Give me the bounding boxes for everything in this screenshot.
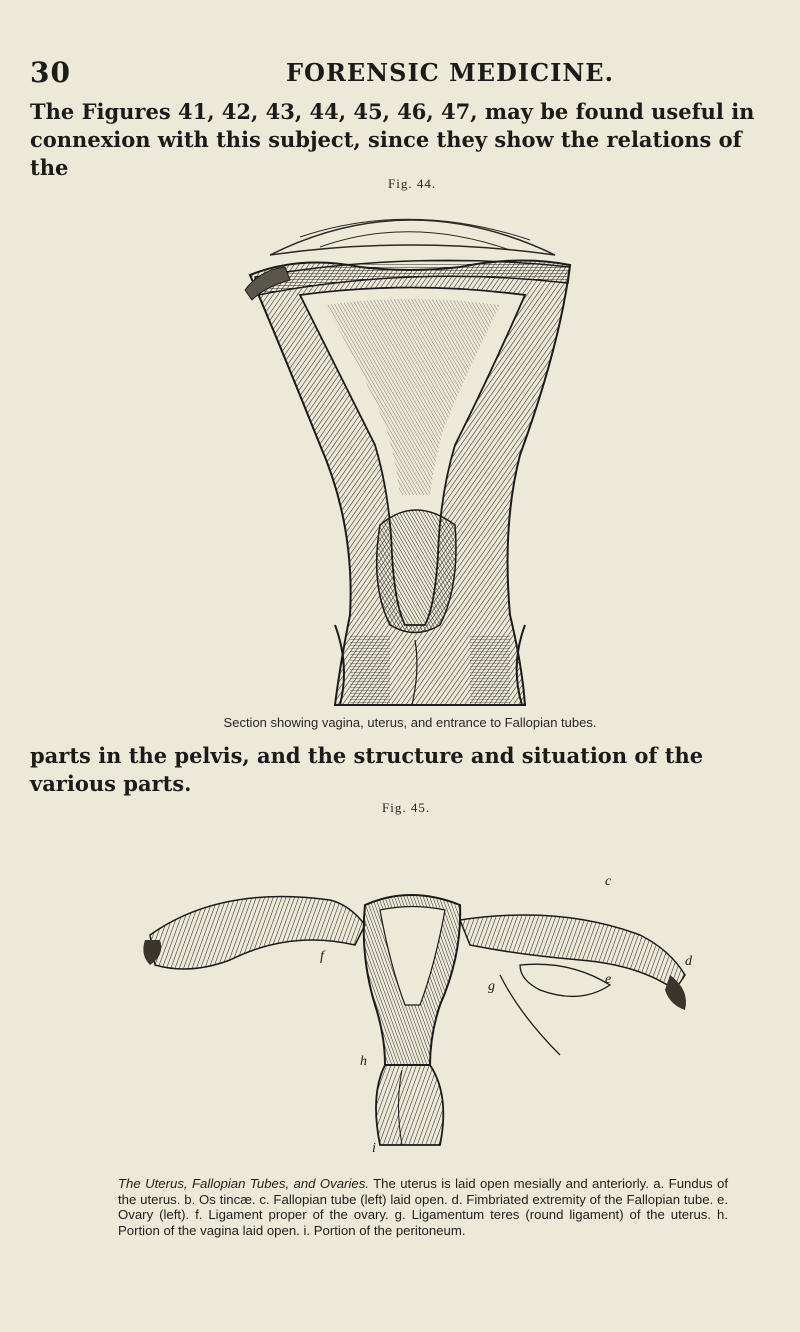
figure-44-caption: Section showing vagina, uterus, and entrance to Fallopian tubes.: [223, 715, 597, 730]
figure-45-letter-e: e: [605, 972, 612, 987]
figure-45-letter-d: d: [685, 954, 692, 969]
figure-45-caption-text: The uterus is laid open mesially and anteriorly. a. Fundus of the uterus. b. Os tincæ. c. Fallopian tube (left) laid open. d. Fimbriated extremity of the Fallopian tube. e. Ovary (left). f. Ligament proper of the ovary. g. Ligamentum teres (round ligament) of the uterus. h. Portion of the vagina laid open. i. Portion of the peritoneum.: [118, 1176, 728, 1238]
figure-45-letter-g: g: [488, 979, 495, 994]
figure-45-illustration: [140, 865, 695, 1155]
figure-45-label: Fig. 45.: [382, 800, 431, 815]
page-header: [30, 56, 770, 96]
figure-45-letter-h: h: [360, 1054, 367, 1069]
figure-45-letter-f: f: [320, 949, 324, 964]
page-number: 30: [30, 56, 71, 89]
figure-45-letter-c: c: [605, 874, 612, 889]
figure-44-illustration: [240, 195, 580, 710]
body-paragraph-1: The Figures 41, 42, 43, 44, 45, 46, 47, may be found useful in connexion with this subject, since they show the relations of the: [30, 99, 755, 180]
figure-45-letter-i: i: [372, 1141, 376, 1155]
running-title: FORENSIC MEDICINE.: [286, 58, 614, 87]
figure-45-caption: [118, 1176, 728, 1238]
figure-45-caption-title: The Uterus, Fallopian Tubes, and Ovaries.: [118, 1176, 369, 1191]
figure-44-label: Fig. 44.: [388, 176, 437, 191]
body-paragraph-2: parts in the pelvis, and the structure and situation of the various parts.: [30, 743, 704, 796]
